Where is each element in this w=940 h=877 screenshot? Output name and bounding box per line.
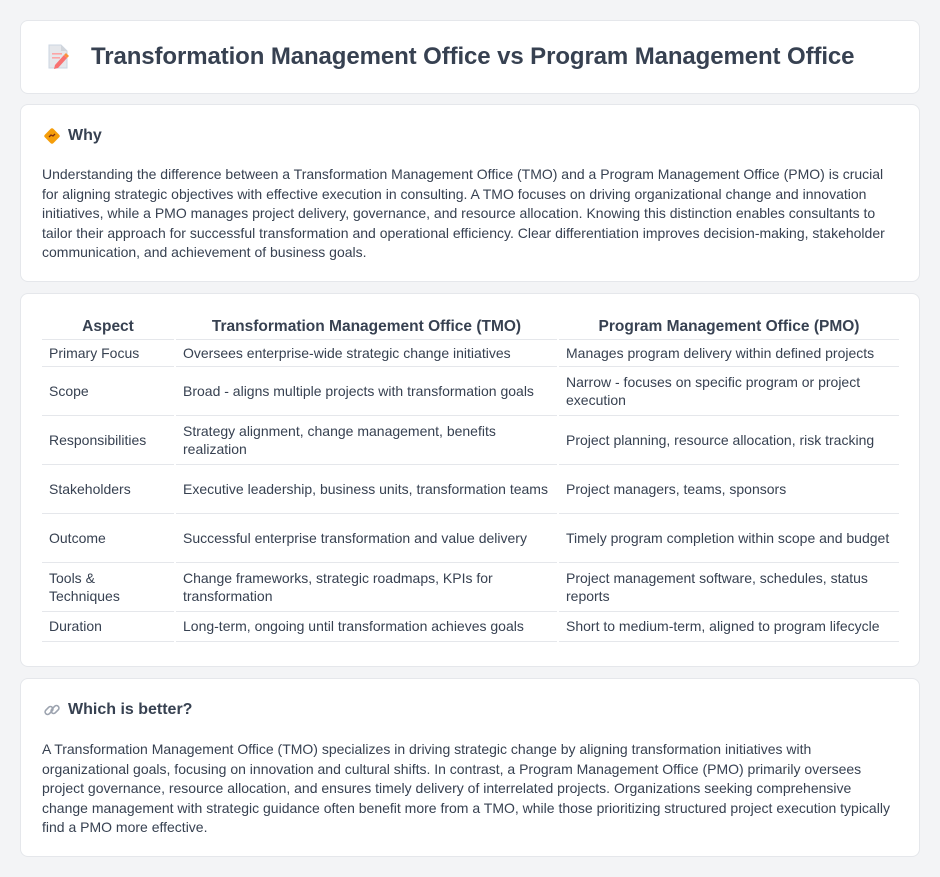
why-section: [20, 104, 920, 282]
why-heading: [43, 127, 102, 145]
aspect-cell: Outcome: [42, 513, 175, 562]
pmo-cell: Short to medium-term, aligned to program lifecycle: [558, 611, 899, 641]
aspect-cell: Tools & Techniques: [42, 562, 175, 611]
table-row: [42, 562, 899, 611]
table-row: [42, 611, 899, 641]
why-text: Understanding the difference between a Transformation Management Office (TMO) and a Program Management Office (PMO) is crucial for aligning strategic objectives with effective execution in consulting. A TMO focuses on driving organizational change and innovation initiatives, while a PMO manages project delivery, governance, and resource allocation. Knowing this distinction enables consultants to tailor their approach for successful transformation and operational efficiency. Clear differentiation improves decision-making, stakeholder communication, and achievement of business goals.: [42, 166, 885, 261]
comparison-section: [20, 293, 920, 667]
better-text: A Transformation Management Office (TMO) specializes in driving strategic change by aligning transformation initiatives with organizational goals, focusing on innovation and cultural shifts. In contrast, a Program Management Office (PMO) primarily oversees project governance, resource allocation, and ensures timely delivery of interrelated projects. Organizations seeking comprehensive change management with strategic guidance often benefit more from a TMO, while those prioritizing structured project execution typically find a PMO more effective.: [42, 741, 890, 836]
table-row: [42, 464, 899, 513]
diamond-sign-icon: [43, 127, 61, 145]
aspect-cell: Duration: [42, 611, 175, 641]
comparison-table: [42, 315, 899, 642]
table-header-row: [42, 315, 899, 339]
aspect-cell: Responsibilities: [42, 415, 175, 464]
document-edit-icon: [47, 44, 69, 70]
title-card: [20, 20, 920, 94]
pmo-cell: Narrow - focuses on specific program or project execution: [558, 366, 899, 415]
table-row: [42, 415, 899, 464]
header-tmo: Transformation Management Office (TMO): [175, 315, 558, 339]
table-row: [42, 513, 899, 562]
which-better-section: [20, 678, 920, 857]
header-aspect: Aspect: [42, 315, 175, 339]
pmo-cell: Manages program delivery within defined projects: [558, 339, 899, 366]
page-title: Transformation Management Office vs Program Management Office: [91, 43, 855, 70]
tmo-cell: Change frameworks, strategic roadmaps, KPIs for transformation: [175, 562, 558, 611]
link-icon: [43, 701, 61, 719]
tmo-cell: Long-term, ongoing until transformation achieves goals: [175, 611, 558, 641]
tmo-cell: Oversees enterprise-wide strategic change initiatives: [175, 339, 558, 366]
table-row: [42, 366, 899, 415]
tmo-cell: Strategy alignment, change management, benefits realization: [175, 415, 558, 464]
aspect-cell: Stakeholders: [42, 464, 175, 513]
why-title: Why: [68, 127, 102, 144]
tmo-cell: Successful enterprise transformation and value delivery: [175, 513, 558, 562]
table-row: [42, 339, 899, 366]
pmo-cell: Project planning, resource allocation, risk tracking: [558, 415, 899, 464]
title-row: [47, 43, 854, 71]
pmo-cell: Timely program completion within scope and budget: [558, 513, 899, 562]
tmo-cell: Executive leadership, business units, transformation teams: [175, 464, 558, 513]
pmo-cell: Project managers, teams, sponsors: [558, 464, 899, 513]
aspect-cell: Primary Focus: [42, 339, 175, 366]
pmo-cell: Project management software, schedules, status reports: [558, 562, 899, 611]
aspect-cell: Scope: [42, 366, 175, 415]
better-heading: [43, 701, 192, 719]
tmo-cell: Broad - aligns multiple projects with transformation goals: [175, 366, 558, 415]
header-pmo: Program Management Office (PMO): [558, 315, 899, 339]
better-title: Which is better?: [68, 701, 193, 718]
